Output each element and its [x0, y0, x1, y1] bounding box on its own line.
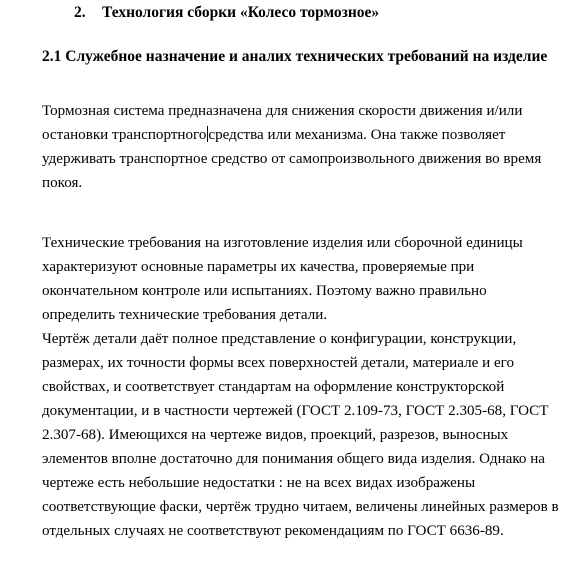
- section-number: 2.: [74, 4, 86, 21]
- paragraph-line: отдельных случаях не соответствуют рекомендациям по ГОСТ 6636-89.: [42, 523, 504, 539]
- subsection-heading: 2.1 Служебное назначение и аналих технических требований на изделие: [42, 48, 548, 65]
- paragraph-line: определить технические требования детали.: [42, 307, 328, 323]
- paragraph-line: [42, 123, 541, 147]
- paragraph-line: покоя.: [42, 175, 83, 191]
- paragraph-line: 2.307-68). Имеющихся на чертеже видов, проекций, разрезов, выносных: [42, 427, 509, 443]
- paragraph-line: характеризуют основные параметры их качества, проверяемые при: [42, 259, 475, 275]
- paragraph-requirements: [42, 231, 559, 543]
- paragraph-line-part: средства или механизма. Она также позволяет: [208, 127, 506, 143]
- paragraph-line: удерживать транспортное средство от самопроизвольного движения во время: [42, 151, 542, 167]
- paragraph-line: документации, и в частности чертежей (ГОСТ 2.109-73, ГОСТ 2.305-68, ГОСТ: [42, 403, 549, 419]
- section-title: Технология сборки «Колесо тормозное»: [102, 4, 380, 21]
- section-heading: [74, 4, 379, 22]
- paragraph-line-part: остановки транспортного: [42, 127, 207, 143]
- paragraph-line: элементов вполне достаточно для понимания общего вида изделия. Однако на: [42, 451, 546, 467]
- paragraph-line: чертеже есть небольшие недостатки : не на всех видах изображены: [42, 475, 476, 491]
- paragraph-purpose: [42, 99, 541, 195]
- paragraph-line: Тормозная система предназначена для снижения скорости движения и/или: [42, 103, 523, 119]
- paragraph-line: соответствующие фаски, чертёж трудно читаем, величены линейных размеров в: [42, 499, 559, 515]
- paragraph-line: свойствах, и соответствует стандартам на оформление конструкторской: [42, 379, 505, 395]
- paragraph-line: Чертёж детали даёт полное представление о конфигурации, конструкции,: [42, 331, 517, 347]
- paragraph-line: Технические требования на изготовление изделия или сборочной единицы: [42, 235, 523, 251]
- paragraph-line: окончательном контроле или испытаниях. Поэтому важно правильно: [42, 283, 487, 299]
- paragraph-line: размерах, их точности формы всех поверхностей детали, материале и его: [42, 355, 515, 371]
